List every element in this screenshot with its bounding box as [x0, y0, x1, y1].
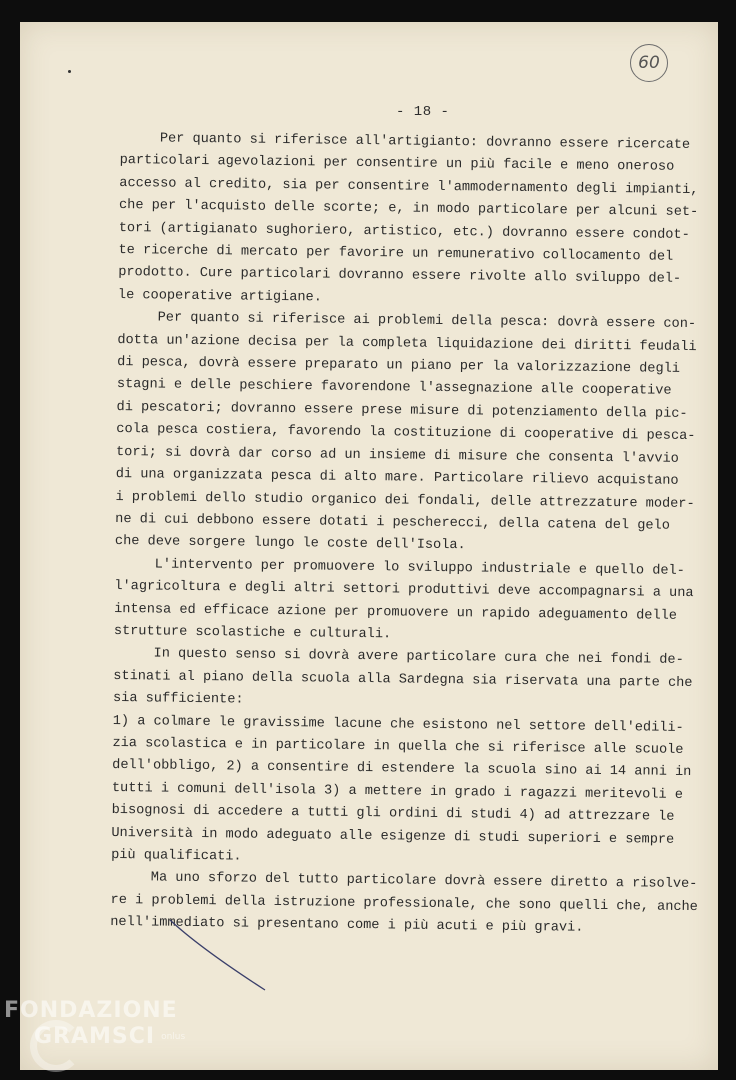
paragraph-istruzione [110, 867, 698, 941]
text-line: particolari agevolazioni per consentire un più facile e meno oneroso [119, 153, 675, 176]
text-line: zia scolastica e in particolare in quella che si riferisce alle scuole [112, 735, 684, 758]
text-line: tori (artigianato sughoriero, artistico, etc.) dovranno essere condot- [118, 220, 690, 243]
fondazione-gramsci-watermark [4, 998, 185, 1050]
paragraph-intervento [114, 554, 695, 651]
text-line: tutti i comuni dell'isola 3) a mettere in grado i ragazzi meritevoli e [111, 780, 684, 803]
text-line: nell'immediato si presentano come i più acuti e più gravi. [110, 915, 584, 936]
text-line: prodotto. Cure particolari dovranno essere rivolte allo sviluppo del- [118, 265, 682, 288]
text-line: Ma uno sforzo del tutto particolare dovrà essere diretto a risolve- [150, 870, 698, 893]
document-body [110, 128, 700, 942]
text-line: stinati al piano della scuola alla Sardegna sia riservata una parte che [113, 668, 693, 691]
text-line: bisognosi di accedere a tutti gli ordini di studi 4) ad attrezzare le [111, 803, 675, 826]
ink-dot [68, 70, 71, 73]
text-line: ne di cui debbono essere dotati i pescherecci, della catena del gelo [115, 511, 670, 534]
text-line: accesso al credito, sia per consentire l'ammodernamento degli impianti, [119, 175, 699, 198]
page-stamp [630, 44, 668, 82]
text-line: che per l'acquisto delle scorte; e, in modo particolare per alcuni set- [118, 198, 699, 221]
page-stamp-number: 60 [638, 53, 660, 73]
paragraph-scuola [113, 643, 694, 717]
text-line: Per quanto si riferisce ai problemi della pesca: dovrà essere con- [157, 310, 697, 333]
text-line: di pescatori; dovranno essere prese misure di potenziamento della pic- [116, 399, 688, 422]
text-line: 1) a colmare le gravissime lacune che esistono nel settore dell'edili- [112, 713, 684, 736]
text-line: te ricerche di mercato per favorire un remunerativo collocamento del [118, 243, 674, 265]
text-line: dell'obbligo, 2) a consentire di estendere la scuola sino ai 14 anni in [112, 758, 692, 781]
text-line: re i problemi della istruzione professionale, che sono quelli che, anche [110, 892, 698, 915]
text-line: In questo senso si dovrà avere particolare cura che nei fondi de- [153, 646, 684, 669]
watermark-line1: FONDAZIONE [4, 998, 178, 1023]
watermark-line2: GRAMSCI [34, 1024, 156, 1049]
text-line: di pesca, dovrà essere preparato un piano per la valorizzazione degli [117, 355, 681, 377]
text-line: Università in modo adeguato alle esigenze di studi superiori e sempre [111, 825, 675, 848]
watermark-tag: onlus [161, 1032, 186, 1042]
text-line: più qualificati. [111, 847, 242, 865]
paragraph-elenco [111, 711, 693, 875]
page-number: - 18 - [396, 104, 450, 120]
text-line: cola pesca costiera, favorendo la costituzione di cooperative di pesca- [116, 422, 696, 445]
text-line: i problemi dello studio organico dei fondali, delle attrezzature moder- [115, 489, 695, 512]
text-line: di una organizzata pesca di alto mare. Particolare rilievo acquistano [115, 467, 679, 489]
text-line: tori; si dovrà dar corso ad un insieme di misure che consenta l'avvio [115, 444, 679, 467]
text-line: l'agricoltura e degli altri settori produttivi deve accompagnarsi a una [114, 579, 694, 602]
text-line: L'intervento per promuovere lo sviluppo industriale e quello del- [154, 557, 685, 579]
text-line: che deve sorgere lungo le coste dell'Isola. [114, 534, 466, 554]
text-line: stagni e delle peschiere favorendone l'assegnazione alle cooperative [116, 377, 672, 400]
paragraph-pesca [115, 307, 698, 561]
text-line: intensa ed efficace azione per promuovere un rapido adeguamento delle [114, 601, 678, 624]
text-line: sia sufficiente: [112, 691, 244, 708]
paragraph-artigianato [118, 128, 700, 314]
text-line: dotta un'azione decisa per la completa liquidazione dei diritti feudali [117, 332, 697, 355]
text-line: le cooperative artigiane. [117, 287, 322, 306]
text-line: Per quanto si riferisce all'artigianto: dovranno essere ricercate [159, 131, 691, 153]
text-line: strutture scolastiche e culturali. [113, 623, 392, 643]
